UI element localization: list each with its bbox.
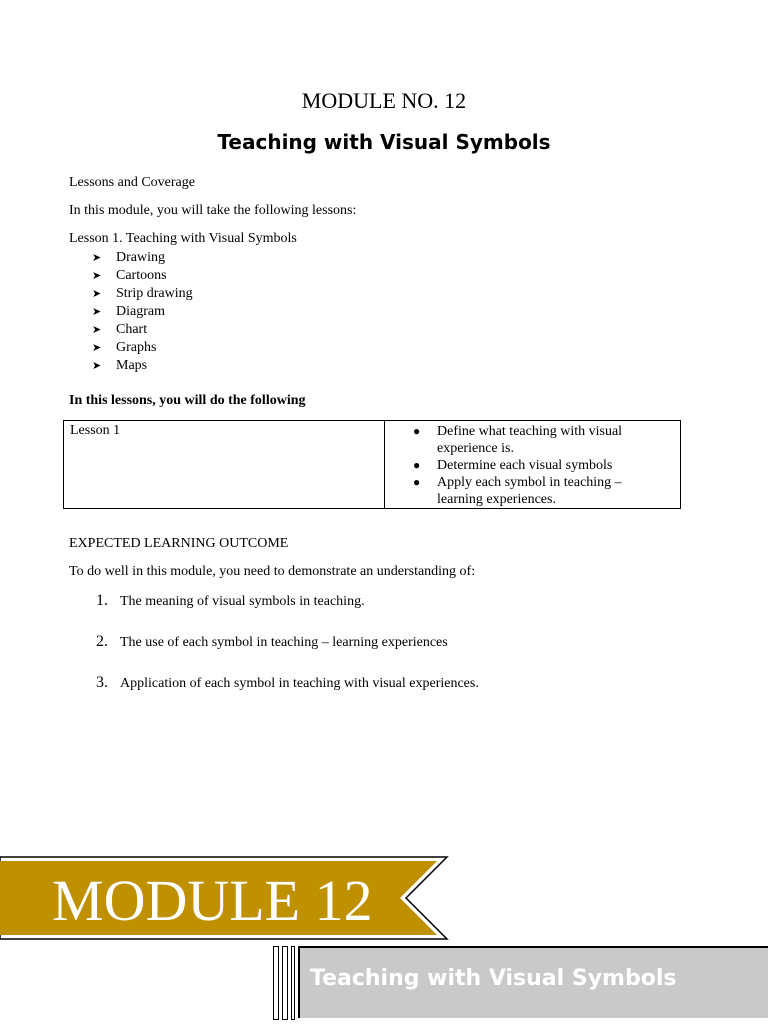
outcome-text: The meaning of visual symbols in teaching. bbox=[120, 594, 365, 609]
decorative-bar bbox=[291, 946, 295, 1020]
topic-list bbox=[92, 249, 193, 375]
list-item: ● Define what teaching with visual experience is. bbox=[413, 424, 623, 456]
list-item: ● Apply each symbol in teaching – learning experiences. bbox=[413, 475, 622, 507]
bullet-icon: ● bbox=[413, 424, 421, 438]
outcomes-intro: To do well in this module, you need to demonstrate an understanding of: bbox=[69, 564, 476, 579]
subtitle-banner bbox=[298, 946, 768, 1018]
module-number-heading: MODULE NO. 12 bbox=[301, 88, 467, 113]
table-cell-lesson: Lesson 1 bbox=[64, 421, 385, 509]
subtitle-banner-text: Teaching with Visual Symbols bbox=[310, 966, 677, 991]
list-item: ➤ Drawing bbox=[92, 250, 165, 265]
outcome-list bbox=[96, 592, 479, 715]
lessons-intro: In this module, you will take the following lessons: bbox=[69, 203, 357, 218]
outcomes-heading: EXPECTED LEARNING OUTCOME bbox=[69, 536, 289, 551]
objectives-table bbox=[63, 420, 681, 509]
objective-list bbox=[385, 423, 680, 508]
arrowhead-bullet-icon: ➤ bbox=[92, 342, 102, 354]
list-item: ➤ Maps bbox=[92, 358, 148, 373]
module-title: Teaching with Visual Symbols bbox=[217, 130, 551, 154]
lesson-title-line: Lesson 1. Teaching with Visual Symbols bbox=[69, 231, 297, 246]
outcome-number: 2. bbox=[96, 633, 108, 650]
module-banner-label: MODULE 12 bbox=[52, 868, 373, 933]
arrowhead-bullet-icon: ➤ bbox=[92, 360, 102, 372]
objectives-heading: In this lessons, you will do the following bbox=[69, 393, 306, 408]
table-cell-objectives bbox=[385, 421, 681, 509]
list-item: ➤ Cartoons bbox=[92, 268, 167, 283]
bullet-icon: ● bbox=[413, 475, 421, 489]
list-item bbox=[96, 592, 479, 633]
list-item bbox=[96, 674, 479, 715]
outcome-text: The use of each symbol in teaching – learning experiences bbox=[120, 635, 448, 650]
arrowhead-bullet-icon: ➤ bbox=[92, 324, 102, 336]
decorative-bar bbox=[282, 946, 288, 1020]
arrowhead-bullet-icon: ➤ bbox=[92, 306, 102, 318]
outcome-number: 1. bbox=[96, 592, 108, 609]
list-item bbox=[96, 633, 479, 674]
list-item: ➤ Diagram bbox=[92, 304, 165, 319]
bullet-icon: ● bbox=[413, 458, 421, 472]
outcome-number: 3. bbox=[96, 674, 108, 691]
arrowhead-bullet-icon: ➤ bbox=[92, 270, 102, 282]
arrowhead-bullet-icon: ➤ bbox=[92, 288, 102, 300]
list-item: ● Determine each visual symbols bbox=[413, 458, 613, 473]
list-item: ➤ Graphs bbox=[92, 340, 157, 355]
lessons-coverage-label: Lessons and Coverage bbox=[69, 175, 195, 190]
list-item: ➤ Strip drawing bbox=[92, 286, 193, 301]
list-item: ➤ Chart bbox=[92, 322, 148, 337]
table-row bbox=[64, 421, 681, 509]
decorative-bar bbox=[273, 946, 279, 1020]
arrowhead-bullet-icon: ➤ bbox=[92, 252, 102, 264]
outcome-text: Application of each symbol in teaching with visual experiences. bbox=[120, 676, 479, 691]
